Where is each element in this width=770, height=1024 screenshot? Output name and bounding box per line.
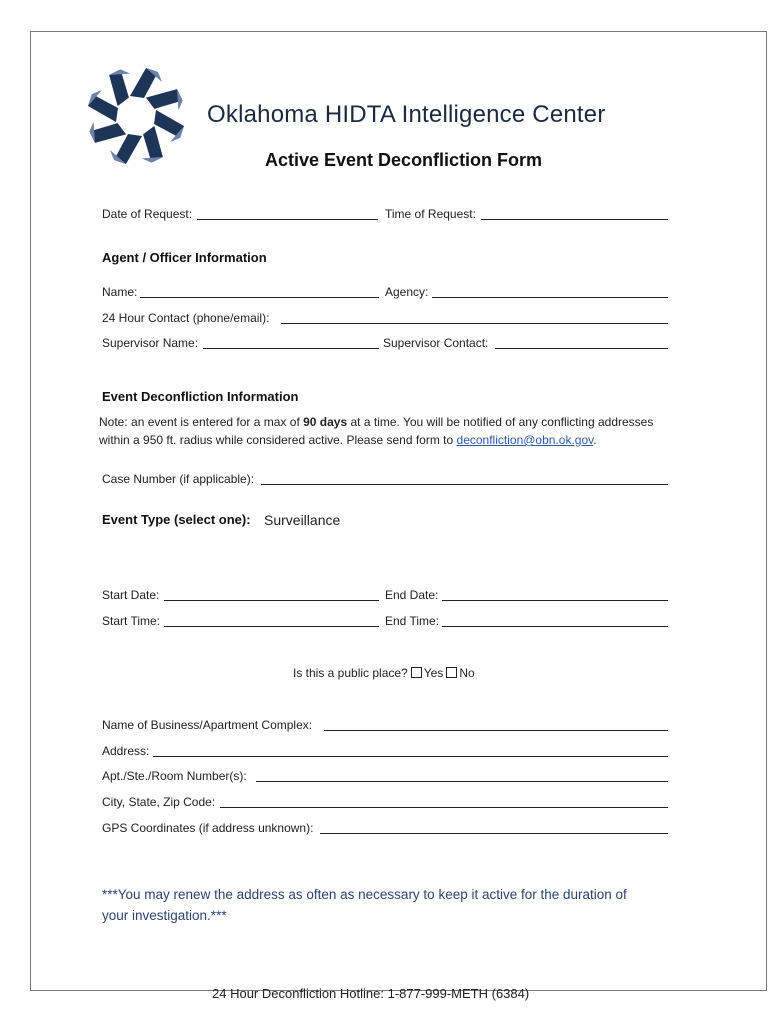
apt-field[interactable] [256, 781, 668, 782]
address-field[interactable] [153, 756, 668, 757]
note-bold-90-days: 90 days [303, 415, 348, 429]
form-page-border [30, 31, 767, 991]
start-time-label: Start Time: [102, 614, 161, 628]
business-field[interactable] [324, 730, 668, 731]
supervisor-contact-label: Supervisor Contact: [383, 336, 489, 350]
renew-note-line1: ***You may renew the address as often as necessary to keep it active for the duration of [102, 887, 627, 902]
date-of-request-field[interactable] [197, 219, 378, 220]
end-date-label: End Date: [385, 588, 439, 602]
supervisor-name-label: Supervisor Name: [102, 336, 199, 350]
end-date-field[interactable] [442, 600, 668, 601]
note-end: . [593, 433, 597, 447]
gps-field[interactable] [320, 833, 668, 834]
supervisor-name-field[interactable] [203, 348, 379, 349]
event-type-label: Event Type (select one): [102, 512, 251, 527]
case-number-label: Case Number (if applicable): [102, 472, 255, 486]
date-of-request-label: Date of Request: [102, 207, 193, 221]
agency-label: Agency: [385, 285, 429, 299]
end-time-field[interactable] [442, 626, 668, 627]
case-number-field[interactable] [261, 484, 668, 485]
name-label: Name: [102, 285, 138, 299]
city-state-zip-field[interactable] [220, 807, 668, 808]
city-state-zip-label: City, State, Zip Code: [102, 795, 216, 809]
public-place-question: Is this a public place? [293, 666, 408, 680]
end-time-label: End Time: [385, 614, 440, 628]
email-link[interactable]: deconfliction@obn.ok.gov [456, 433, 594, 447]
supervisor-contact-field[interactable] [495, 348, 668, 349]
contact-field[interactable] [281, 323, 668, 324]
contact-label: 24 Hour Contact (phone/email): [102, 311, 270, 325]
address-label: Address: [102, 744, 150, 758]
form-title: Active Event Deconfliction Form [265, 150, 543, 170]
event-section-heading: Event Deconfliction Information [102, 389, 299, 404]
star-logo-icon [86, 66, 186, 166]
apt-label: Apt./Ste./Room Number(s): [102, 769, 247, 783]
time-of-request-field[interactable] [481, 219, 668, 220]
event-type-value[interactable]: Surveillance [264, 512, 341, 528]
start-date-field[interactable] [164, 600, 379, 601]
time-of-request-label: Time of Request: [385, 207, 476, 221]
renew-note-line2: your investigation.*** [102, 908, 227, 923]
start-date-label: Start Date: [102, 588, 160, 602]
org-name: Oklahoma HIDTA Intelligence Center [207, 101, 606, 128]
yes-label: Yes [423, 666, 444, 680]
note-text-2: at a time. You will be notified of any conflicting addresses [347, 415, 654, 429]
agent-section-heading: Agent / Officer Information [102, 250, 267, 265]
public-place-row [293, 666, 475, 680]
business-label: Name of Business/Apartment Complex: [102, 718, 313, 732]
name-field[interactable] [140, 297, 379, 298]
no-checkbox[interactable] [446, 667, 457, 678]
note-text-1: Note: an event is entered for a max of [99, 415, 304, 429]
event-note-line2 [99, 431, 597, 449]
no-label: No [459, 666, 475, 680]
yes-checkbox[interactable] [411, 667, 422, 678]
gps-label: GPS Coordinates (if address unknown): [102, 821, 314, 835]
hotline-footer: 24 Hour Deconfliction Hotline: 1-877-999-METH (6384) [212, 986, 530, 1001]
event-note-line1 [99, 413, 653, 431]
start-time-field[interactable] [164, 626, 379, 627]
note-text-3: within a 950 ft. radius while considered active. Please send form to [99, 433, 457, 447]
agency-field[interactable] [432, 297, 668, 298]
